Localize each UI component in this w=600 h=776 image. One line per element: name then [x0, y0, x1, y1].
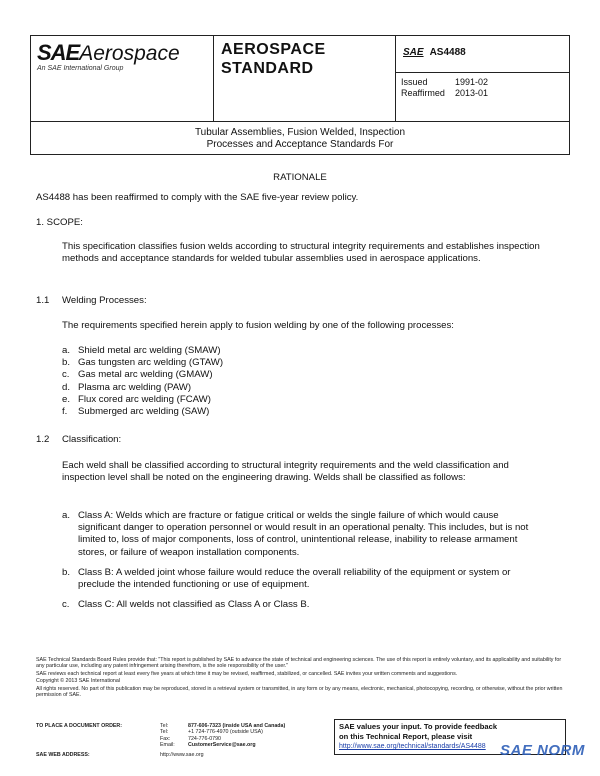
tel2-label: Tel:	[160, 729, 169, 736]
list-text: Gas tungsten arc welding (GTAW)	[78, 357, 224, 369]
doc-title-line2: Processes and Acceptance Standards For	[206, 139, 394, 150]
list-item	[62, 510, 542, 559]
rationale-text: AS4488 has been reaffirmed to comply with the SAE five-year review policy.	[36, 192, 359, 203]
footer-p3: Copyright © 2013 SAE International	[36, 678, 120, 685]
reaffirmed-value: 2013-01	[455, 88, 489, 98]
list-text: Submerged arc welding (SAW)	[78, 406, 210, 418]
list-item	[62, 406, 542, 418]
footer-legal	[36, 657, 566, 698]
scope-heading: 1. SCOPE:	[36, 217, 83, 228]
footer-p2: SAE reviews each technical report at least every five years at which time it may be revised, reaffirmed, stabilized, or cancelled. SAE invites your written comments and suggestions.	[36, 670, 458, 677]
standard-title	[221, 40, 326, 78]
web-label: SAE WEB ADDRESS:	[36, 751, 90, 758]
list-item	[62, 357, 542, 369]
section-1-2-heading: Classification:	[62, 434, 122, 445]
list-mark: e.	[62, 393, 71, 405]
watermark: SAE NORM	[500, 742, 585, 759]
sae-aerospace-logo	[37, 40, 180, 66]
order-info	[36, 723, 336, 758]
rationale-heading: RATIONALE	[273, 172, 327, 183]
header-divider-1	[213, 36, 214, 121]
issued-label: Issued	[401, 77, 428, 87]
list-text: Class B: A welded joint whose failure would reduce the overall reliability of the equipment or system or preclude the intended functioning or use of equipment.	[78, 566, 511, 591]
header-divider-3	[395, 72, 570, 73]
list-item	[62, 394, 542, 406]
section-1-1-heading: Welding Processes:	[62, 295, 147, 306]
list-mark: a.	[62, 345, 71, 356]
list-mark: a.	[62, 510, 71, 521]
standard-title-line1: AEROSPACE	[221, 41, 326, 58]
list-text: Gas metal arc welding (GMAW)	[78, 369, 213, 381]
standard-title-line2: STANDARD	[221, 60, 314, 77]
issued-value: 1991-02	[455, 77, 489, 87]
feedback-line2: on this Technical Report, please visit	[339, 731, 473, 741]
list-mark: f.	[62, 406, 68, 418]
fax-label: Fax:	[160, 735, 171, 742]
issue-dates	[401, 77, 488, 99]
list-text: Plasma arc welding (PAW)	[78, 381, 192, 393]
list-item	[62, 567, 542, 591]
list-text: Class C: All welds not classified as Class A or Class B.	[78, 599, 310, 611]
list-mark: b.	[62, 566, 71, 578]
list-text: Shield metal arc welding (SMAW)	[78, 345, 221, 356]
email-label: Email:	[160, 742, 175, 749]
list-item	[62, 369, 542, 381]
doc-number-block	[403, 47, 466, 58]
footer-p1: SAE Technical Standards Board Rules provide that: "This report is published by SAE to advance the state of technical and engineering sciences. The use of this report is entirely voluntary, and its applicability and suitability for any particular use, including any patent infringement arising therefrom, is the sole responsibility of the user."	[36, 657, 562, 670]
tel-value: 877-606-7323 (inside USA and Canada)	[188, 723, 286, 729]
header-divider-2	[395, 36, 396, 121]
order-label: TO PLACE A DOCUMENT ORDER:	[36, 723, 123, 729]
footer-p4: All rights reserved. No part of this publication may be reproduced, stored in a retrieval system or transmitted, in any form or by any means, electronic, mechanical, photocopying, recording, or otherwise, without the prior written permission of SAE.	[36, 685, 563, 699]
classification-list	[62, 510, 542, 611]
header-divider-4	[31, 121, 569, 122]
list-mark: c.	[62, 599, 70, 611]
web-value[interactable]: http://www.sae.org	[160, 751, 204, 758]
section-1-1-number: 1.1	[36, 295, 50, 306]
logo-sae-text: SAE	[37, 40, 80, 65]
section-1-2-number: 1.2	[36, 434, 50, 445]
doc-title	[31, 127, 569, 151]
welding-intro: The requirements specified herein apply to fusion welding by one of the following processes:	[62, 320, 454, 331]
doc-title-line1: Tubular Assemblies, Fusion Welded, Inspection	[194, 127, 406, 138]
reaffirmed-label: Reaffirmed	[401, 88, 445, 98]
list-text: Flux cored arc welding (FCAW)	[78, 393, 211, 405]
doc-number: AS4488	[429, 47, 466, 58]
feedback-line1: SAE values your input. To provide feedback	[339, 722, 498, 731]
logo-aerospace-text: Aerospace	[79, 42, 180, 65]
logo-subtitle: An SAE International Group	[37, 65, 124, 72]
classification-intro: Each weld shall be classified according to structural integrity requirements and the weld classification and inspection level shall be noted on the engineering drawing. Welds shall be classified as follows:	[62, 460, 509, 484]
list-item	[62, 599, 542, 611]
list-mark: b.	[62, 357, 71, 369]
header-box	[30, 35, 570, 155]
list-item	[62, 345, 542, 357]
fax-value: 724-776-0790	[188, 735, 221, 742]
list-mark: c.	[62, 369, 70, 381]
tel-label: Tel:	[160, 723, 169, 729]
list-mark: d.	[62, 381, 71, 393]
welding-process-list	[62, 345, 542, 418]
feedback-link[interactable]: http://www.sae.org/technical/standards/AS4488	[339, 743, 486, 750]
scope-text: This specification classifies fusion welds according to structural integrity requirements and establishes inspection methods and acceptance standards for welded tubular assemblies used in aerospace applications.	[62, 241, 540, 265]
tel2-value: +1 724-776-4970 (outside USA)	[188, 729, 263, 736]
doc-sae-logo: SAE	[403, 47, 424, 58]
list-item	[62, 382, 542, 394]
email-value[interactable]: CustomerService@sae.org	[188, 742, 256, 749]
list-text: Class A: Welds which are fracture or fatigue critical or welds the single failure of which would cause significant danger to operation personnel or would result in an operational penalty. This includes, but is not limited to, loss of major components, loss of control, unintentional release, inability to release armament stores, or failure of weapon installation components.	[78, 510, 529, 558]
